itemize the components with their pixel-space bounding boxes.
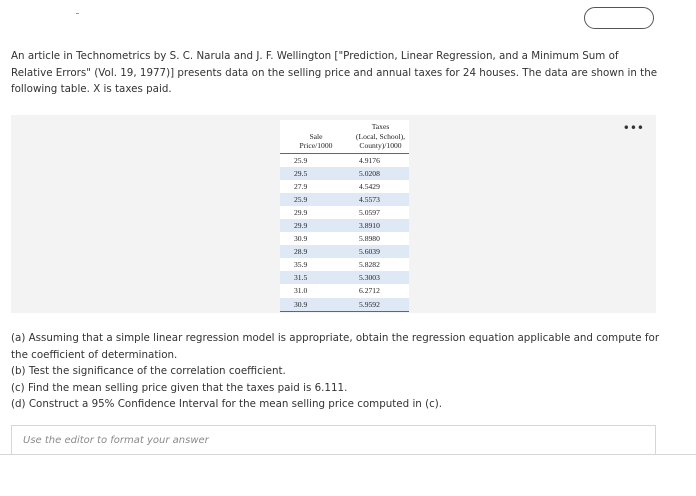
header-col2-line2: (Local, School), [352, 132, 409, 142]
table-row [280, 219, 409, 232]
table-row [280, 245, 409, 258]
taxes-cell: 4.5429 [352, 180, 409, 193]
table-row [280, 206, 409, 219]
sale-price-cell: 29.9 [280, 206, 352, 219]
sale-price-cell: 29.9 [280, 219, 352, 232]
header-col1-line3: Price/1000 [280, 141, 352, 153]
taxes-cell: 5.0597 [352, 206, 409, 219]
taxes-cell: 5.0208 [352, 167, 409, 180]
sale-price-cell: 27.9 [280, 180, 352, 193]
question-a: (a) Assuming that a simple linear regression model is appropriate, obtain the regression equation applicable and compute for the coefficient of determination. [11, 332, 660, 361]
sale-price-cell: 25.9 [280, 193, 352, 206]
sale-price-cell: 30.9 [280, 298, 352, 312]
table-row [280, 232, 409, 245]
question-b: (b) Test the significance of the correlation coefficient. [11, 365, 286, 377]
taxes-cell: 5.9592 [352, 298, 409, 312]
table-row [280, 284, 409, 297]
sale-price-cell: 30.9 [280, 232, 352, 245]
sale-price-cell: 29.5 [280, 167, 352, 180]
table-row [280, 167, 409, 180]
editor-placeholder: Use the editor to format your answer [23, 435, 209, 446]
sale-price-cell: 25.9 [280, 153, 352, 167]
table-row [280, 258, 409, 271]
bottom-divider [0, 454, 696, 455]
sale-price-cell: 31.5 [280, 271, 352, 284]
question-d: (d) Construct a 95% Confidence Interval for the mean selling price computed in (c). [11, 398, 443, 410]
taxes-cell: 5.8282 [352, 258, 409, 271]
table-panel [11, 115, 656, 313]
answer-editor[interactable] [11, 425, 656, 454]
top-right-pill-button[interactable] [584, 7, 654, 29]
header-col2-line1: Taxes [352, 120, 409, 132]
taxes-cell: 4.9176 [352, 153, 409, 167]
sale-price-cell: 28.9 [280, 245, 352, 258]
table-row [280, 271, 409, 284]
taxes-cell: 5.3003 [352, 271, 409, 284]
header-col1-line2: Sale [280, 132, 352, 142]
more-horizontal-icon[interactable]: ••• [622, 121, 644, 135]
problem-intro: An article in Technometrics by S. C. Narula and J. F. Wellington ["Prediction, Linear Regression, and a Minimum Sum of Relative Errors" (Vol. 19, 1977)] presents data on the selling price and annual taxes for 24 houses. The data are shown in the following table. X is taxes paid. [11, 50, 658, 95]
sale-price-cell: 35.9 [280, 258, 352, 271]
table-row [280, 193, 409, 206]
question-c: (c) Find the mean selling price given that the taxes paid is 6.111. [11, 381, 348, 394]
taxes-cell: 5.8980 [352, 232, 409, 245]
taxes-cell: 6.2712 [352, 284, 409, 297]
questions [11, 330, 661, 413]
table-row [280, 180, 409, 193]
table-row [280, 298, 409, 312]
data-table [280, 120, 409, 312]
sale-price-cell: 31.0 [280, 284, 352, 297]
header-col1-line1 [280, 120, 352, 132]
taxes-cell: 3.8910 [352, 219, 409, 232]
taxes-cell: 5.6039 [352, 245, 409, 258]
header-col2-line3: County)/1000 [352, 141, 409, 153]
top-divider-mark [76, 13, 79, 14]
taxes-cell: 4.5573 [352, 193, 409, 206]
table-row [280, 153, 409, 167]
